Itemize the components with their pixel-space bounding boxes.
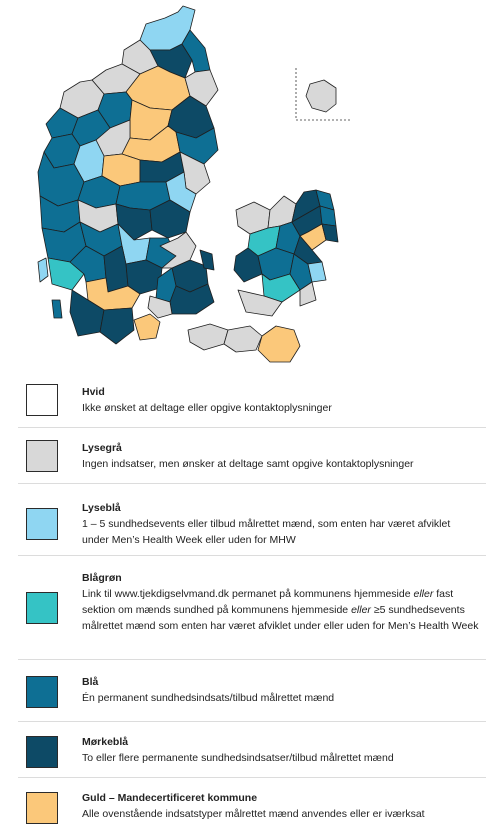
legend-description: Ingen indsatser, men ønsker at deltage samt opgive kontaktoplysninger bbox=[82, 458, 414, 470]
denmark-municipality-map bbox=[0, 0, 489, 372]
legend-title: Hvid bbox=[82, 386, 105, 398]
legend-item-lyseblaa bbox=[18, 484, 486, 556]
legend-swatch bbox=[26, 792, 58, 824]
legend-description: Alle ovenstående indsatstyper målrettet mænd anvendes eller er iværksat bbox=[82, 808, 425, 820]
legend-title: Blå bbox=[82, 676, 99, 688]
legend-item-moerkeblaa bbox=[18, 722, 486, 778]
legend-swatch bbox=[26, 592, 58, 624]
legend-item-hvid bbox=[18, 372, 486, 428]
legend-title: Lyseblå bbox=[82, 502, 121, 514]
legend-item-blaa bbox=[18, 660, 486, 722]
legend bbox=[18, 372, 486, 838]
legend-item-lysegraa bbox=[18, 428, 486, 484]
legend-description: 1 – 5 sundhedsevents eller tilbud målrettet mænd, som enten har været afviklet under Men’s Health Week eller uden for MHW bbox=[82, 518, 451, 546]
region bbox=[258, 326, 300, 362]
legend-title: Mørkeblå bbox=[82, 736, 129, 748]
legend-description: Link til www.tjekdigselvmand.dk permanet på kommunens hjemmeside eller fast sektion om mænds sundhed på kommunens hjemmeside eller ≥5 sundhedsevents målrettet mænd som enten har været afviklet under eller uden for Men’s Health Week bbox=[82, 588, 479, 632]
legend-description: To eller flere permanente sundhedsindsatser/tilbud målrettet mænd bbox=[82, 752, 394, 764]
region bbox=[224, 326, 262, 352]
legend-item-guld bbox=[18, 778, 486, 838]
island bbox=[38, 258, 48, 282]
legend-swatch bbox=[26, 508, 58, 540]
region bbox=[188, 324, 228, 350]
legend-swatch bbox=[26, 440, 58, 472]
bornholm bbox=[306, 80, 336, 112]
legend-swatch bbox=[26, 384, 58, 416]
island bbox=[52, 300, 62, 318]
region bbox=[134, 314, 160, 340]
legend-swatch bbox=[26, 736, 58, 768]
region bbox=[100, 308, 134, 344]
legend-title: Guld – Mandecertificeret kommune bbox=[82, 792, 258, 804]
legend-title: Lysegrå bbox=[82, 442, 122, 454]
legend-description: Ikke ønsket at deltage eller opgive kontaktoplysninger bbox=[82, 402, 332, 414]
legend-item-blaagroen bbox=[18, 556, 486, 660]
legend-title: Blågrøn bbox=[82, 572, 122, 584]
legend-swatch bbox=[26, 676, 58, 708]
legend-description: Én permanent sundhedsindsats/tilbud målrettet mænd bbox=[82, 692, 335, 704]
